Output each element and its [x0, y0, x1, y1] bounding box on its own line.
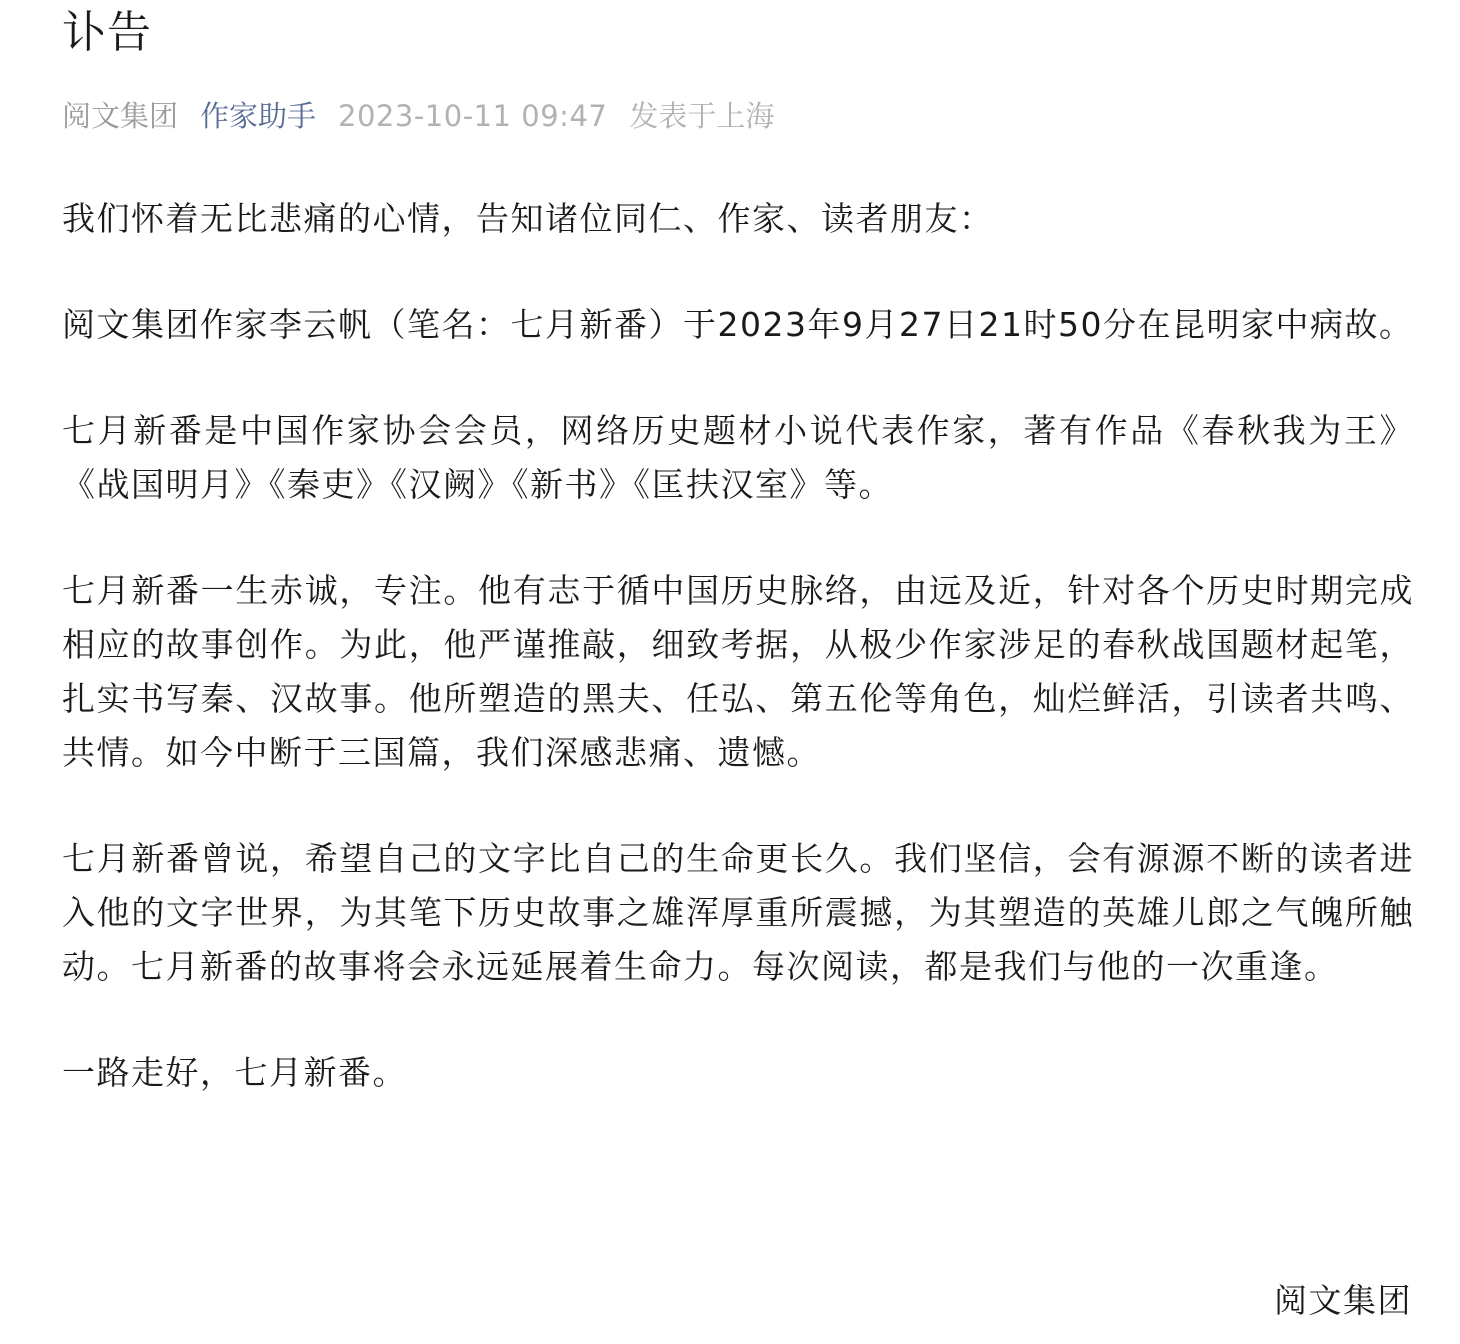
signature: 阅文集团: [1274, 1281, 1412, 1320]
paragraph-greeting: 我们怀着无比悲痛的心情，告知诸位同仁、作家、读者朋友：: [62, 199, 994, 238]
account-link[interactable]: 作家助手: [200, 99, 317, 133]
article-meta: [62, 96, 1414, 136]
paragraph-legacy: 七月新番曾说，希望自己的文字比自己的生命更长久。我们坚信，会有源源不断的读者进入他的文字世界，为其笔下历史故事之雄浑厚重所震撼，为其塑造的英雄儿郎之气魄所触动。七月新番的故事将会永远延展着生命力。每次阅读，都是我们与他的一次重逢。: [62, 839, 1414, 986]
publish-time: 2023-10-11 09:47: [338, 99, 608, 133]
publish-location: 发表于上海: [629, 99, 775, 133]
paragraph-farewell: 一路走好，七月新番。: [62, 1053, 407, 1092]
article: [62, 0, 1414, 1152]
article-title: 讣告: [62, 7, 152, 58]
source-name: 阅文集团: [62, 99, 179, 133]
paragraph-career: 七月新番一生赤诚，专注。他有志于循中国历史脉络，由远及近，针对各个历史时期完成相应的故事创作。为此，他严谨推敲，细致考据，从极少作家涉足的春秋战国题材起笔，扎实书写秦、汉故事。他所塑造的黑夫、任弘、第五伦等角色，灿烂鲜活，引读者共鸣、共情。如今中断于三国篇，我们深感悲痛、遗憾。: [62, 571, 1414, 772]
paragraph-announcement: 阅文集团作家李云帆（笔名：七月新番）于2023年9月27日21时50分在昆明家中病故。: [62, 305, 1414, 344]
article-content: [62, 192, 1414, 1100]
paragraph-works: 七月新番是中国作家协会会员，网络历史题材小说代表作家，著有作品《春秋我为王》《战国明月》《秦吏》《汉阙》《新书》《匡扶汉室》等。: [62, 411, 1414, 504]
